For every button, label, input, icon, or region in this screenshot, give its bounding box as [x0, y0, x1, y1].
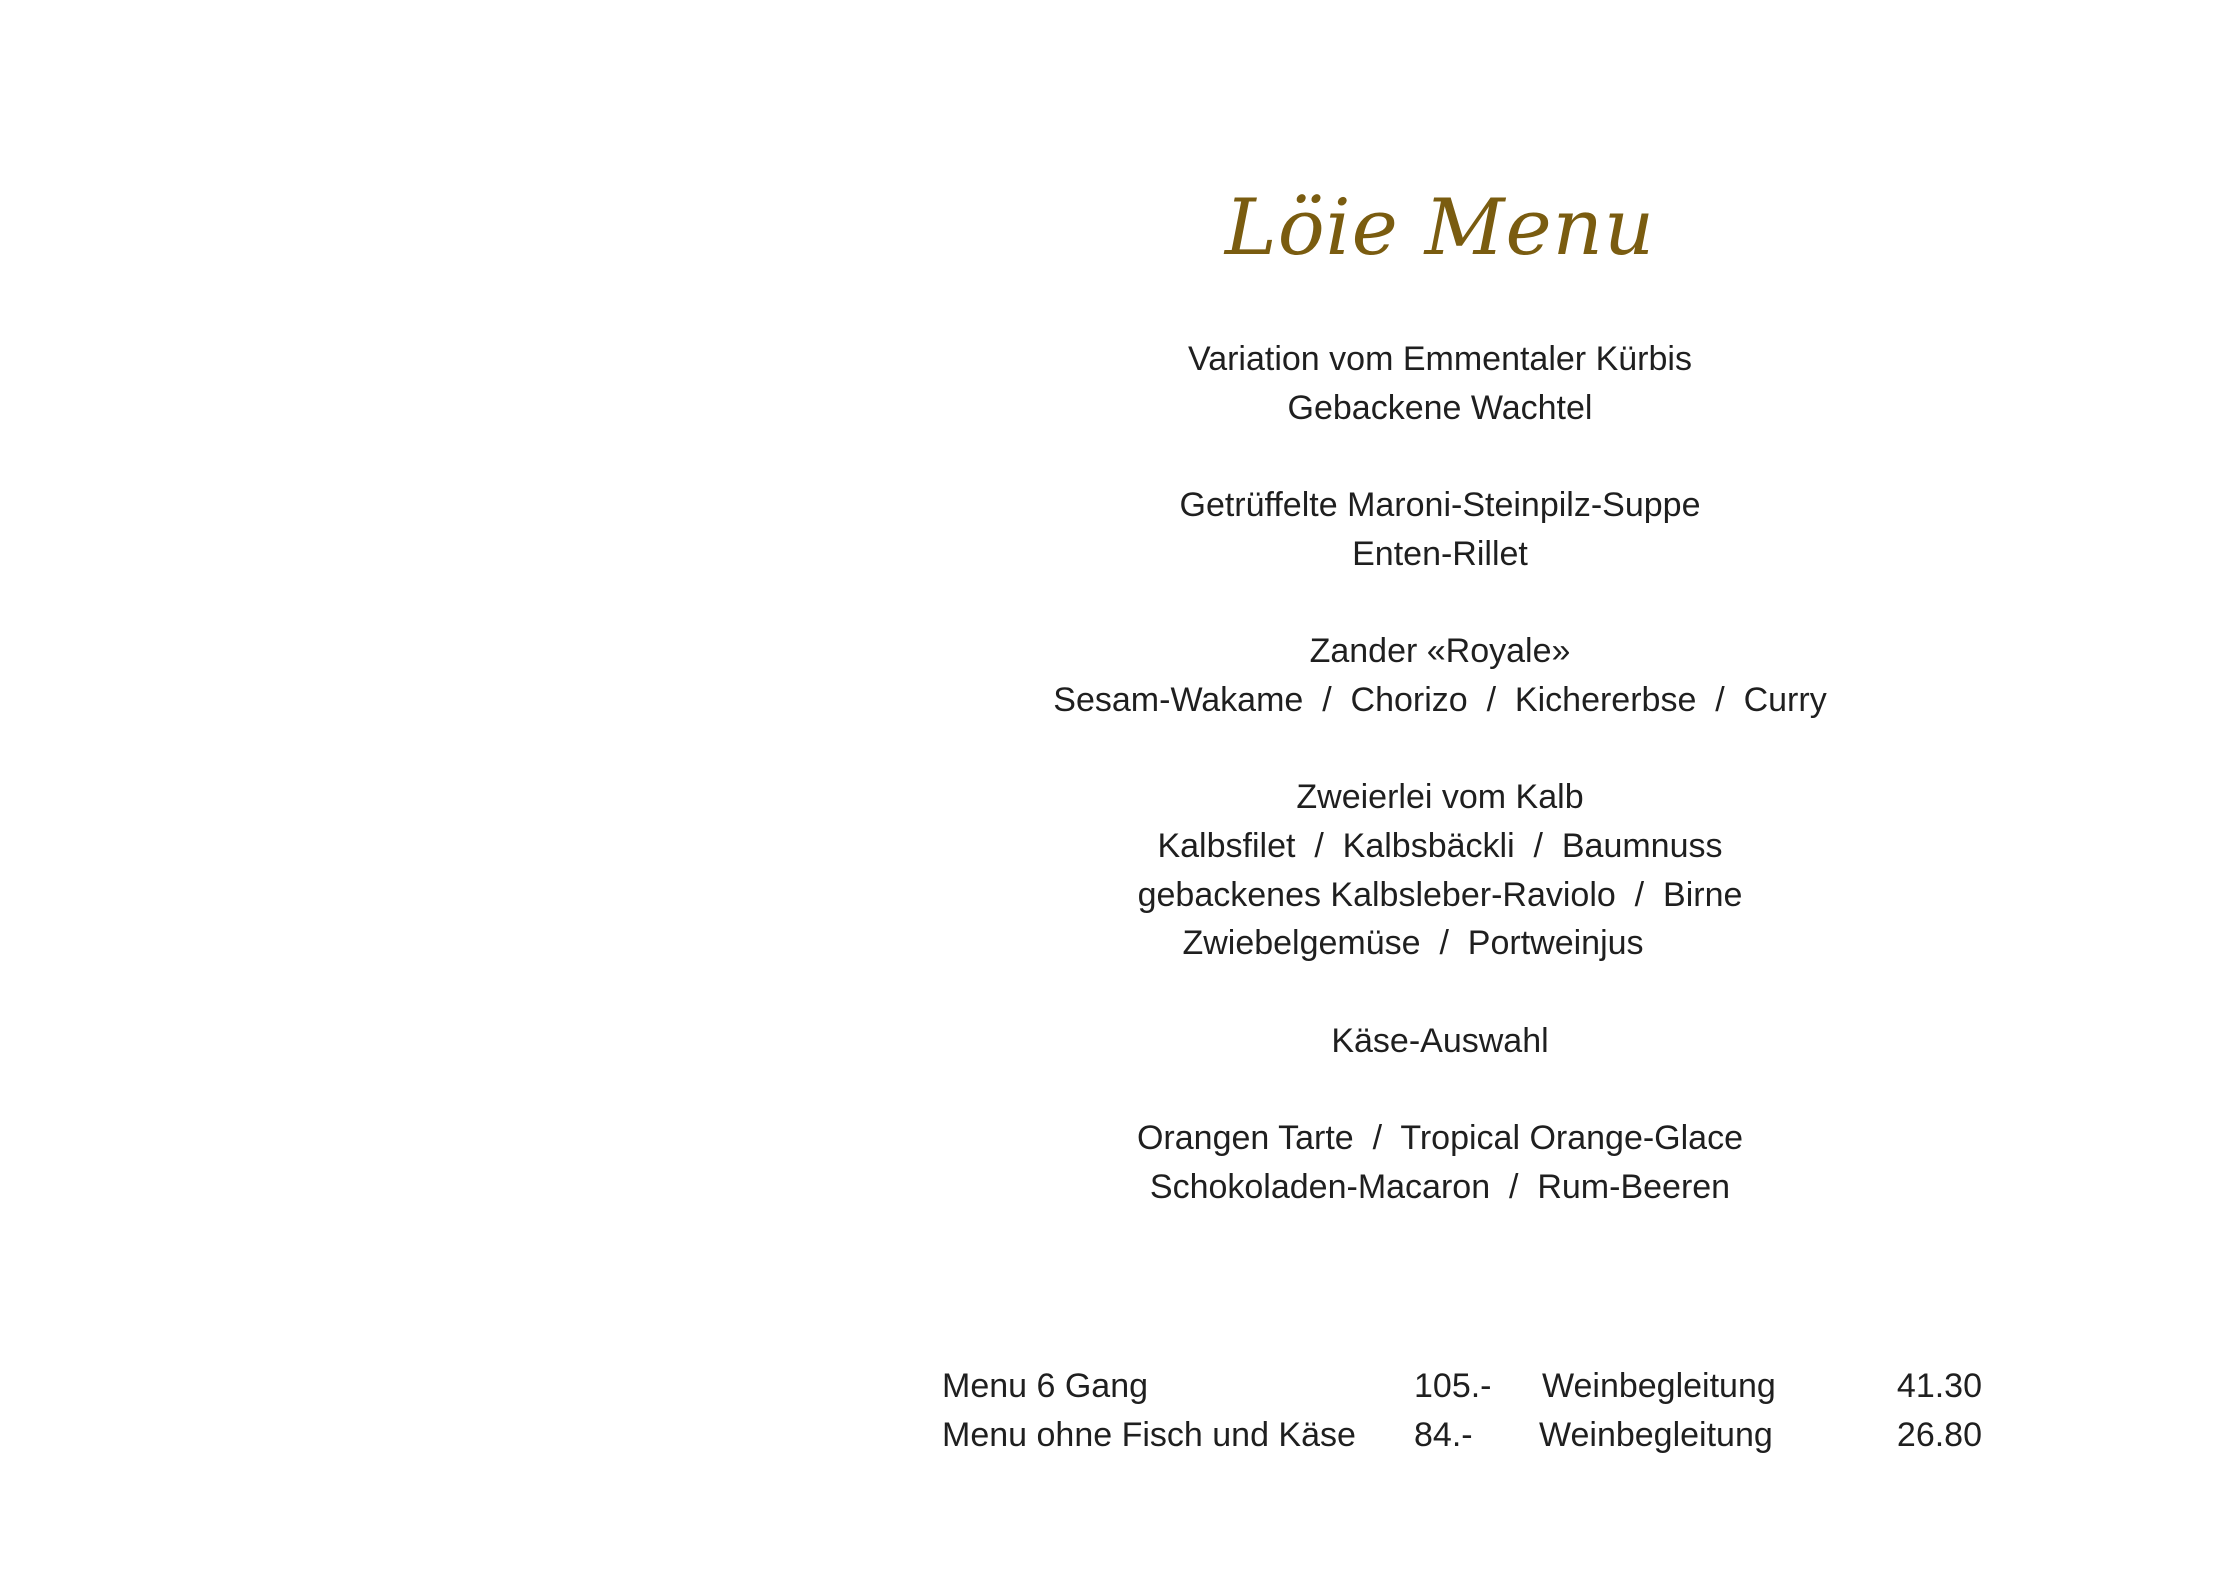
course-line: Variation vom Emmentaler Kürbis: [1188, 340, 1692, 378]
course-line: Zwiebelgemüse / Portweinjus: [1182, 924, 1644, 963]
menu-option-name: Menu 6 Gang: [942, 1367, 1149, 1405]
course-line: Enten-Rillet: [1352, 534, 1528, 573]
course-list: [940, 335, 1940, 1212]
price-row: [942, 1362, 1982, 1411]
course-fish: [940, 627, 1940, 724]
course-starter: [940, 335, 1940, 432]
course-main: [940, 773, 1940, 968]
course-line: Zweierlei vom Kalb: [1296, 778, 1584, 817]
wine-pairing-price: 41.30: [1896, 1367, 1982, 1405]
course-soup: [940, 481, 1940, 578]
course-line: Sesam-Wakame / Chorizo / Kichererbse / Curry: [1053, 680, 1827, 719]
course-line: Zander «Royale»: [1309, 632, 1571, 671]
course-cheese: [940, 1017, 1940, 1066]
course-line: Schokoladen-Macaron / Rum-Beeren: [1149, 1167, 1731, 1206]
wine-pairing-price: 26.80: [1896, 1416, 1982, 1454]
course-line: Kalbsfilet / Kalbsbäckli / Baumnuss: [1157, 826, 1723, 865]
wine-pairing-label: Weinbegleitung: [1539, 1416, 1773, 1454]
price-list: [942, 1362, 1982, 1460]
course-dessert: [940, 1114, 1940, 1211]
price-row: [942, 1411, 1982, 1460]
course-line: Käse-Auswahl: [1331, 1021, 1549, 1060]
course-line: Gebackene Wachtel: [1287, 388, 1593, 427]
course-line: Orangen Tarte / Tropical Orange-Glace: [1136, 1119, 1743, 1158]
menu-option-name: Menu ohne Fisch und Käse: [942, 1416, 1356, 1454]
wine-pairing-label: Weinbegleitung: [1542, 1367, 1776, 1405]
menu-title: Löie Menu: [1224, 183, 1656, 273]
menu-option-price: 105.-: [1414, 1367, 1492, 1405]
menu-option-price: 84.-: [1414, 1416, 1473, 1454]
course-line: Getrüffelte Maroni-Steinpilz-Suppe: [1179, 486, 1701, 525]
course-line: gebackenes Kalbsleber-Raviolo / Birne: [1137, 875, 1743, 914]
